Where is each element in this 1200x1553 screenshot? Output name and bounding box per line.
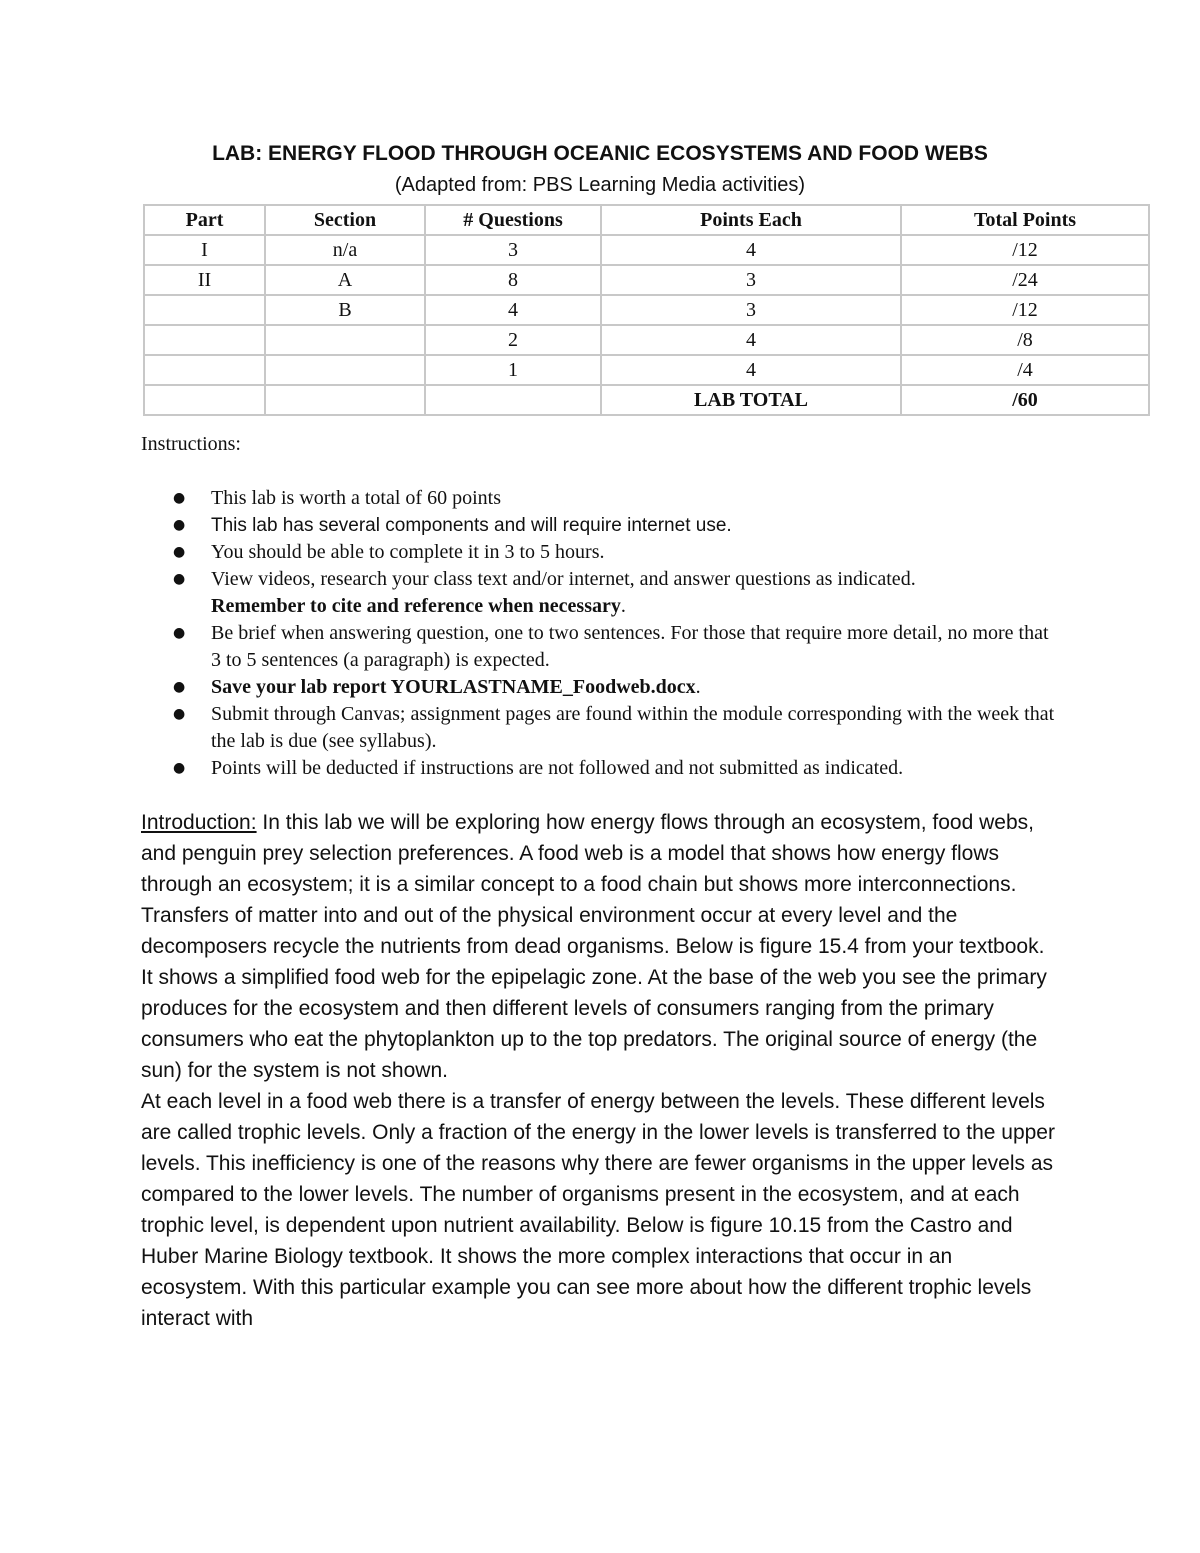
table-row <box>144 355 1149 385</box>
header-questions: # Questions <box>425 205 601 235</box>
lab-total-value: /60 <box>901 385 1149 415</box>
header-section: Section <box>265 205 425 235</box>
instructions-list <box>141 485 1061 782</box>
score-table <box>143 204 1150 416</box>
list-item: ● Points will be deducted if instructions are not followed and not submitted as indicated. <box>141 755 1061 782</box>
save-instruction: Save your lab report YOURLASTNAME_Foodweb.docx <box>211 676 696 698</box>
header-points-each: Points Each <box>601 205 901 235</box>
list-item: ● Submit through Canvas; assignment pages are found within the module corresponding with the week that the lab is due (see syllabus). <box>173 703 1055 752</box>
list-item: ● This lab has several components and will require internet use. <box>141 512 1061 539</box>
table-cell <box>425 385 601 415</box>
table-cell: 4 <box>601 235 901 265</box>
instructions-label: Instructions: <box>141 433 241 455</box>
header-part: Part <box>144 205 265 235</box>
table-row <box>144 295 1149 325</box>
bullet-icon: ● <box>173 625 186 641</box>
intro-paragraph-2: At each level in a food web there is a transfer of energy between the levels. These different levels are called trophic levels. Only a fraction of the energy in the lower levels is transferred to the upper levels. This inefficiency is one of the reasons why there are fewer organisms in the upper levels as compared to the lower levels. The number of organisms present in the ecosystem, and at each trophic level, is dependent upon nutrient availability. Below is figure 10.15 from the Castro and Huber Marine Biology textbook. It shows the more complex interactions that occur in an ecosystem. With this particular example you can see more about how the different trophic levels interact with <box>141 1090 1055 1330</box>
list-item: ● Save your lab report YOURLASTNAME_Foodweb.docx. <box>141 674 1061 701</box>
table-cell: /4 <box>901 355 1149 385</box>
table-cell <box>265 325 425 355</box>
table-cell: 3 <box>601 295 901 325</box>
table-cell <box>265 355 425 385</box>
list-item: ● This lab is worth a total of 60 points <box>141 485 1061 512</box>
bullet-icon: ● <box>173 571 186 587</box>
table-cell: 4 <box>601 325 901 355</box>
list-item: ● You should be able to complete it in 3 to 5 hours. <box>141 539 1061 566</box>
introduction-label: Introduction: <box>141 811 257 834</box>
bullet-icon: ● <box>173 544 186 560</box>
table-cell <box>144 385 265 415</box>
table-cell: I <box>144 235 265 265</box>
table-cell <box>144 355 265 385</box>
table-row <box>144 265 1149 295</box>
table-cell: B <box>265 295 425 325</box>
table-cell: /24 <box>901 265 1149 295</box>
table-row <box>144 235 1149 265</box>
table-total-row <box>144 385 1149 415</box>
table-cell: 2 <box>425 325 601 355</box>
bullet-icon: ● <box>173 490 186 506</box>
bullet-icon: ● <box>173 760 186 776</box>
table-cell: II <box>144 265 265 295</box>
lab-total-label: LAB TOTAL <box>601 385 901 415</box>
table-cell: /12 <box>901 235 1149 265</box>
bullet-icon: ● <box>173 679 186 695</box>
table-cell: 4 <box>425 295 601 325</box>
table-cell <box>265 385 425 415</box>
bullet-icon: ● <box>173 517 186 533</box>
table-cell: 8 <box>425 265 601 295</box>
table-cell: /12 <box>901 295 1149 325</box>
cite-reminder: Remember to cite and reference when necessary <box>211 595 621 617</box>
table-header-row <box>144 205 1149 235</box>
list-item: ● Be brief when answering question, one to two sentences. For those that require more detail, no more that 3 to 5 sentences (a paragraph) is expected. <box>173 622 1049 671</box>
table-cell: 4 <box>601 355 901 385</box>
document-title: LAB: ENERGY FLOOD THROUGH OCEANIC ECOSYSTEMS AND FOOD WEBS <box>212 142 988 165</box>
table-cell: 1 <box>425 355 601 385</box>
intro-paragraph-1: Introduction: In this lab we will be exploring how energy flows through an ecosystem, food webs, and penguin prey selection preferences. A food web is a model that shows how energy flows through an ecosystem; it is a similar concept to a food chain but shows more interconnections. Transfers of matter into and out of the physical environment occur at every level and the decomposers recycle the nutrients from dead organisms. Below is figure 15.4 from your textbook. It shows a simplified food web for the epipelagic zone. At the base of the web you see the primary produces for the ecosystem and then different levels of consumers ranging from the primary consumers who eat the phytoplankton up to the top predators. The original source of energy (the sun) for the system is not shown. <box>141 811 1047 1082</box>
table-cell: 3 <box>425 235 601 265</box>
list-item: ● View videos, research your class text and/or internet, and answer questions as indicated. Remember to cite and reference when necessary. <box>173 568 916 617</box>
table-cell: 3 <box>601 265 901 295</box>
document-subtitle: (Adapted from: PBS Learning Media activities) <box>394 174 806 196</box>
table-cell <box>144 295 265 325</box>
table-cell: n/a <box>265 235 425 265</box>
header-total-points: Total Points <box>901 205 1149 235</box>
bullet-icon: ● <box>173 706 186 722</box>
introduction-section <box>141 807 1061 1334</box>
table-cell: /8 <box>901 325 1149 355</box>
table-row <box>144 325 1149 355</box>
table-cell: A <box>265 265 425 295</box>
table-cell <box>144 325 265 355</box>
